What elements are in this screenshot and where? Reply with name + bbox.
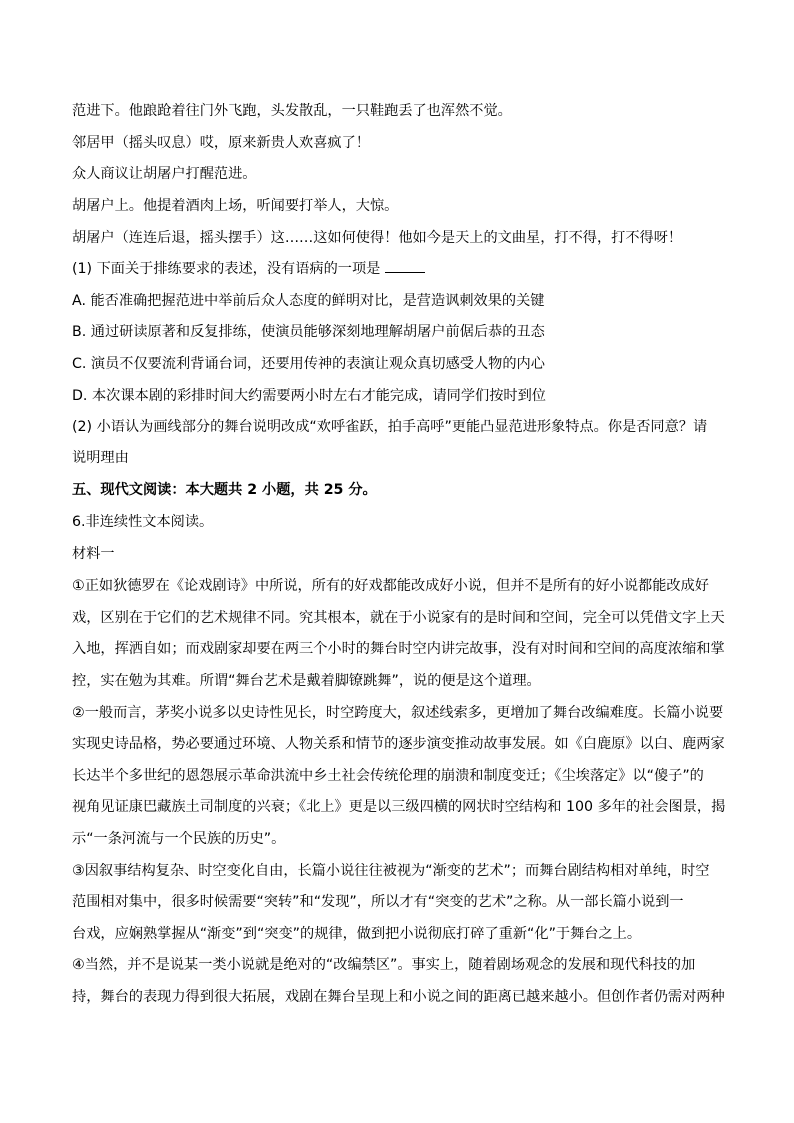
script-line-2: 邻居甲（摇头叹息）哎，原来新贵人欢喜疯了！ [72,135,370,151]
script-line-5: 胡屠户（连连后退，摇头摆手）这……这如何使得！他如今是天上的文曲星，打不得，打不得呀！ [72,230,683,246]
option-d: D. 本次课本剧的彩排时间大约需要两小时左右才能完成，请同学们按时到位 [72,388,546,404]
material-title: 材料一 [72,546,115,562]
script-line-1: 范进下。他踉跄着往门外飞跑，头发散乱，一只鞋跑丢了也浑然不觉。 [72,103,512,119]
question-1-stem [72,259,425,279]
paragraph-line: 长达半个多世纪的恩怨展示革命洪流中乡土社会传统伦理的崩溃和制度变迁；《尘埃落定》以“傻子”的 [72,768,704,784]
paragraph-line: 实现史诗品格，势必要通过环境、人物关系和情节的逐步演变推动故事发展。如《白鹿原》以白、鹿两家 [72,736,725,752]
paragraph-line: 台戏，应娴熟掌握从“渐变”到“突变”的规律，做到把小说彻底打碎了重新“化”于舞台之上。 [72,926,642,942]
option-a: A. 能否准确把握范进中举前后众人态度的鲜明对比，是营造讽刺效果的关键 [72,293,545,309]
paragraph-line: ③因叙事结构复杂、时空变化自由，长篇小说往往被视为“渐变的艺术”；而舞台剧结构相对单纯，时空 [72,863,710,879]
script-line-4: 胡屠户上。他提着酒肉上场，听闻要打举人，大惊。 [72,198,399,214]
option-c: C. 演员不仅要流利背诵台词，还要用传神的表演让观众真切感受人物的内心 [72,356,545,372]
answer-blank [385,260,425,273]
paragraph-line: 范围相对集中，很多时候需要“突转”和“发现”，所以才有“突变的艺术”之称。从一部长篇小说到一 [72,894,684,910]
script-line-3: 众人商议让胡屠户打醒范进。 [72,166,257,182]
paragraph-line: 戏，区别在于它们的艺术规律不同。究其根本，就在于小说家有的是时间和空间，完全可以凭借文字上天 [72,610,725,626]
paragraph-line: ②一般而言，茅奖小说多以史诗性见长，时空跨度大，叙述线索多，更增加了舞台改编难度。长篇小说要 [72,705,724,721]
paragraph-line: 示“一条河流与一个民族的历史”。 [72,831,286,847]
paragraph-line: 入地，挥洒自如；而戏剧家却要在两三个小时的舞台时空内讲完故事，没有对时间和空间的高度浓缩和掌 [72,641,725,657]
option-b: B. 通过研读原著和反复排练，使演员能够深刻地理解胡屠户前倨后恭的丑态 [72,324,545,340]
paragraph-line: 控，实在勉为其难。所谓“舞台艺术是戴着脚镣跳舞”，说的便是这个道理。 [72,673,541,689]
paragraph-line: ①正如狄德罗在《论戏剧诗》中所说，所有的好戏都能改成好小说，但并不是所有的好小说都能改成好 [72,578,709,594]
paragraph-line: 持，舞台的表现力得到很大拓展，戏剧在舞台呈现上和小说之间的距离已越来越小。但创作者仍需对两种 [72,989,725,1005]
question-1-text: (1) 下面关于排练要求的表述，没有语病的一项是 [72,261,381,277]
question-2-line-1: (2) 小语认为画线部分的舞台说明改成“欢呼雀跃，拍手高呼”更能凸显范进形象特点。你是否同意？请 [72,419,708,435]
question-6-title: 6.非连续性文本阅读。 [72,514,214,530]
section-heading: 五、现代文阅读：本大题共 2 小题，共 25 分。 [72,482,377,498]
paragraph-line: 视角见证康巴藏族土司制度的兴衰；《北上》更是以三级四横的网状时空结构和 100 多年的社会图景，揭 [72,799,726,815]
paragraph-line: ④当然，并不是说某一类小说就是绝对的“改编禁区”。事实上，随着剧场观念的发展和现代科技的加 [72,957,696,973]
question-2-line-2: 说明理由 [72,450,129,466]
